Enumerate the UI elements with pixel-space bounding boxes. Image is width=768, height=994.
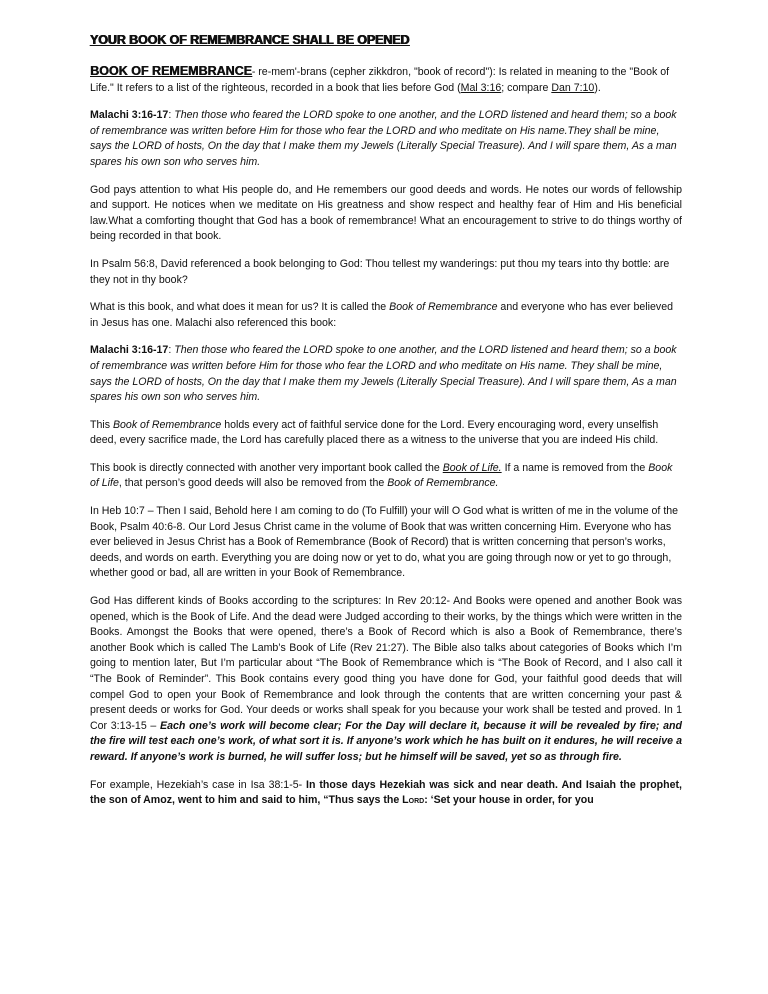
definition-term: BOOK OF REMEMBRANCE xyxy=(90,64,252,78)
scripture-quote: Then those who feared the LORD spoke to one another, and the LORD listened and heard them; so a book of remembrance was written before Him for those who fear the LORD and who meditate on His name. They shall be mine, says the LORD of hosts, On the day that I make them my Jewels (Literally Special Treasure). And I will spare them, As a man spares his own son who serves him. xyxy=(90,344,677,404)
reference-link-dan-7-10[interactable]: Dan 7:10 xyxy=(551,81,595,94)
paragraph-text: If a name is removed from the xyxy=(501,461,649,474)
book-term: Book of Remembrance xyxy=(112,418,222,431)
scripture-quote: Each one’s work will become clear; For the Day will declare it, because it will be revealed by fire; and the fire will test each one’s work, of what sort it is. If anyone’s work which he has built on it endures, he will receive a reward. If anyone’s work is burned, he will suffer loss; but he himself will be saved, yet so as through fire. xyxy=(90,719,682,763)
paragraph-text: This book is directly connected with another very important book called the xyxy=(90,461,443,474)
reference-link-mal-3-16[interactable]: Mal 3:16 xyxy=(460,81,502,94)
paragraph-text: God Has different kinds of Books according to the scriptures: In Rev 20:12- And Books were opened and another Book was opened, which is the Book of Life. And the dead were Judged according to their works, by the things which were written in the Books. Amongst the Books that were opened, there’s a Book of Record which is also a Book of Remembrance, there’s another Book which is called The Lamb’s Book of Life (Rev 21:27). The Bible also talks about categories of Books which I’m going to mention later, But I’m particular about “The Book of Remembrance which is “The Book of Record, and I also call it “The Book of Reminder”. This Book contains every good thing you have done for God, your faithful good deeds that will compel God to open your Book of Remembrance and look through the contents that are written concerning your past & present deeds or works for God. Your deeds or works shall speak for you because your work shall be tested and proved. In 1 Cor 3:13-15 – xyxy=(90,595,682,732)
paragraph-book-of-life xyxy=(90,461,682,492)
book-term: Book of Remembrance xyxy=(389,301,498,314)
paragraph-god-pays-attention: God pays attention to what His people do, and He remembers our good deeds and words. He notes our words of fellowship and support. He notices when we meditate on His greatness and show respect and healthy fear of Him and His beneficial law.What a comforting thought that God has a book of remembrance! What an encouragement to strive to do things worthy of being recorded in that book. xyxy=(90,183,682,243)
book-term: Book of Remembrance. xyxy=(387,477,499,490)
paragraph-text: For example, Hezekiah’s case in Isa 38:1-5- xyxy=(90,778,307,791)
paragraph-this-book-holds xyxy=(90,418,682,449)
scripture-quote-continued: : ‘Set your house in order, for you xyxy=(424,794,594,807)
document-body xyxy=(90,33,682,821)
book-of-life-term: Book of Life. xyxy=(442,461,502,474)
paragraph-kinds-of-books xyxy=(90,594,682,766)
paragraph-psalm-56: In Psalm 56:8, David referenced a book belonging to God: Thou tellest my wanderings: put thou my tears into thy bottle: are they not in thy book? xyxy=(90,257,670,286)
lord-smallcaps: Lord xyxy=(402,794,425,807)
paragraph-text: and everyone who has ever believed in Jesus has one. Malachi also referenced this book: xyxy=(90,301,673,329)
scripture-quote: Then those who feared the LORD spoke to one another, and the LORD listened and heard them; so a book of remembrance was written before Him for those who fear the LORD and who meditate on His name.They shall be mine, says the LORD of hosts, On the day that I make them my Jewels (Literally Special Treasure). And I will spare them, As a man spares his own son who serves him. xyxy=(90,109,677,168)
scripture-reference: Malachi 3:16-17 xyxy=(90,344,169,357)
paragraph-hezekiah xyxy=(90,778,682,809)
paragraph-malachi-quote-2 xyxy=(90,343,682,405)
book-term: Book of Life xyxy=(90,461,673,490)
paragraph-text: holds every act of faithful service done for the Lord. Every encouraging word, every unselfish deed, every sacrifice made, the Lord has carefully placed there as a witness to the universe that you are indeed His child. xyxy=(90,418,659,447)
paragraph-text: , that person’s good deeds will also be removed from the xyxy=(118,477,388,490)
paragraph-hebrews-10-7: In Heb 10:7 – Then I said, Behold here I am coming to do (To Fulfill) your will O God what is written of me in the volume of the Book, Psalm 40:6-8. Our Lord Jesus Christ came in the volume of Book that was written concerning Him. Everyone who has ever believed in Jesus Christ has a Book of Remembrance (Book of Record) that is written concerning that person’s works, deeds, and words on earth. Everything you are doing now or yet to do, what you are going through now or yet to go through, whether good or bad, all are written in your Book of Remembrance. xyxy=(90,505,679,580)
scripture-quote: In those days Hezekiah was sick and near death. And Isaiah the prophet, the son of Amoz, went to him and said to him, “Thus says the xyxy=(90,778,682,807)
definition-text: - re-mem'-brans (cepher zikkdron, "book of record"): Is related in meaning to the "Book of Life." It refers to a list of the righteous, recorded in a book that lies before God ( xyxy=(90,66,670,94)
scripture-reference: Malachi 3:16-17 xyxy=(90,109,169,122)
paragraph-what-is-this-book xyxy=(90,300,682,331)
paragraph-text: This xyxy=(90,418,113,431)
paragraph-text: What is this book, and what does it mean for us? It is called the xyxy=(90,301,390,314)
page-title: YOUR BOOK OF REMEMBRANCE SHALL BE OPENED xyxy=(90,33,410,47)
definition-text-connector: ; compare xyxy=(501,81,552,94)
paragraph-malachi-quote-1 xyxy=(90,108,682,170)
paragraph-definition xyxy=(90,64,682,96)
definition-text-end: ). xyxy=(594,81,601,94)
separator: : xyxy=(168,109,175,122)
separator: : xyxy=(168,344,175,357)
